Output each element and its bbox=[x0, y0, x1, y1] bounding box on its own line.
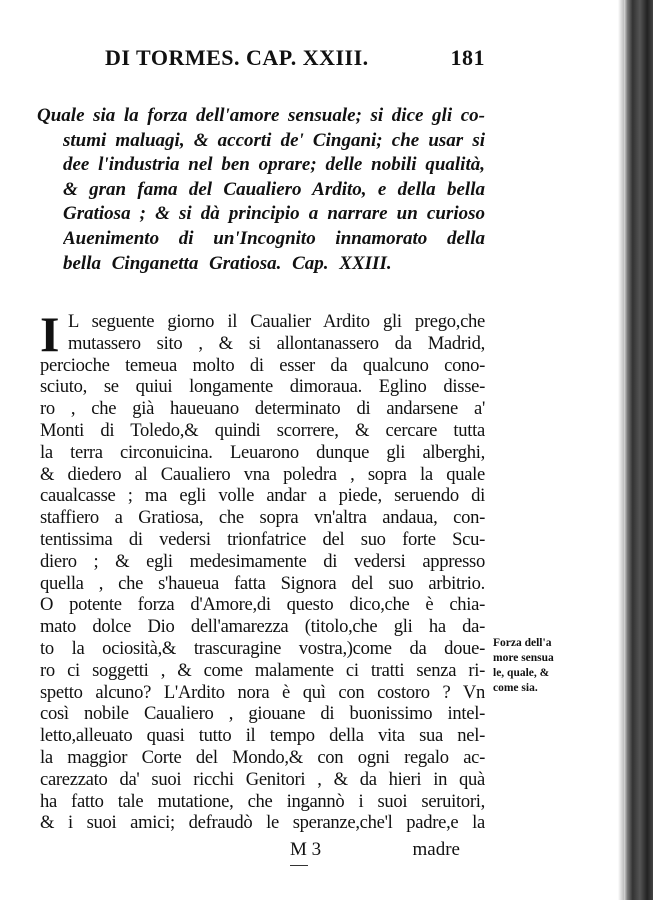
body-line: caualcasse ; ma egli volle andar a piede, seruendo di bbox=[40, 485, 485, 507]
body-line: Monti di Toledo,& quindi scorrere, & cercare tutta bbox=[40, 419, 485, 441]
body-line: percioche temeua molto di esser da qualcuno cono- bbox=[40, 354, 485, 376]
body-line: & diedero al Caualiero vna poledra , sopra la quale bbox=[40, 463, 485, 485]
heading-line: Quale sia la forza dell'amore sensuale; si dice gli co- bbox=[37, 105, 485, 126]
heading-line: Gratiosa ; & si dà principio a narrare un curioso bbox=[63, 203, 485, 225]
catchword: madre bbox=[412, 839, 460, 860]
body-line: la terra circonuicina. Leuarono dunque gli alberghi, bbox=[40, 441, 485, 463]
body-line: quella , che s'haueua fatta Signora del suo arbitrio. bbox=[40, 572, 485, 594]
running-head-title: DI TORMES. CAP. XXIII. bbox=[105, 45, 369, 70]
body-line: sciuto, se quiui longamente dimoraua. Eglino disse- bbox=[40, 376, 485, 398]
body-line: la maggior Corte del Mondo,& con ogni regalo ac- bbox=[40, 746, 485, 768]
body-line: carezzato da' suoi ricchi Genitori , & da hieri in quà bbox=[40, 768, 485, 790]
body-line: tentissima di vedersi trionfatrice del suo forte Scu- bbox=[40, 528, 485, 550]
heading-line: Auenimento di un'Incognito innamorato della bbox=[63, 227, 485, 249]
page-number: 181 bbox=[450, 45, 485, 70]
body-line: mutassero sito , & si allontanassero da Madrid, bbox=[68, 332, 485, 354]
margin-note bbox=[493, 636, 603, 696]
margin-note-line: come sia. bbox=[493, 682, 538, 694]
body-line: spetto alcuno? L'Ardito nora è quì con costoro ? Vn bbox=[40, 681, 485, 703]
chapter-heading bbox=[37, 104, 485, 276]
body-text bbox=[40, 311, 485, 834]
body-line: staffiero a Gratiosa, che sopra vn'altra andaua, con- bbox=[40, 507, 485, 529]
body-line: diero ; & egli medesimamente di vedersi appresso bbox=[40, 550, 485, 572]
body-line: & i suoi amici; defraudò le speranze,che'l padre,e la bbox=[40, 812, 485, 834]
heading-line: bella Cinganetta Gratiosa. Cap. XXIII. bbox=[63, 252, 392, 274]
margin-note-line: Forza dell'a bbox=[493, 637, 552, 649]
heading-line: dee l'industria nel ben oprare; delle nobili qualità, bbox=[63, 154, 485, 176]
body-line: mato dolce Dio dell'amarezza (titolo,che gli ha da- bbox=[40, 616, 485, 638]
drop-cap: I bbox=[40, 312, 60, 356]
heading-line: stumi maluagi, & accorti de' Cingani; che usar si bbox=[63, 129, 485, 151]
body-line: ro ci soggetti , & come malamente ci tratti senza ri- bbox=[40, 659, 485, 681]
book-edge bbox=[624, 0, 653, 900]
body-line: letto,alleuato quasi tutto il tempo della vita sua nel- bbox=[40, 725, 485, 747]
body-line: così nobile Caualiero , giouane di buonissimo intel- bbox=[40, 703, 485, 725]
body-line: to la ociosità,& trascuragine vostra,)come da doue- bbox=[40, 637, 485, 659]
body-line: O potente forza d'Amore,di questo dico,che è chia- bbox=[40, 594, 485, 616]
page-footer bbox=[40, 838, 485, 868]
body-line: ha fatto tale mutatione, che ingannò i suoi seruitori, bbox=[40, 790, 485, 812]
margin-note-line: more sensua bbox=[493, 652, 554, 664]
running-head bbox=[105, 44, 485, 72]
body-line: ro , che già haueuano determinato di andarsene a' bbox=[40, 398, 485, 420]
margin-note-line: le, quale, & bbox=[493, 667, 550, 679]
signature-mark: M 3 bbox=[290, 839, 322, 860]
heading-line: & gran fama del Caualiero Ardito, e della bella bbox=[63, 178, 485, 200]
body-line: L seguente giorno il Caualier Ardito gli prego,che bbox=[68, 311, 485, 332]
